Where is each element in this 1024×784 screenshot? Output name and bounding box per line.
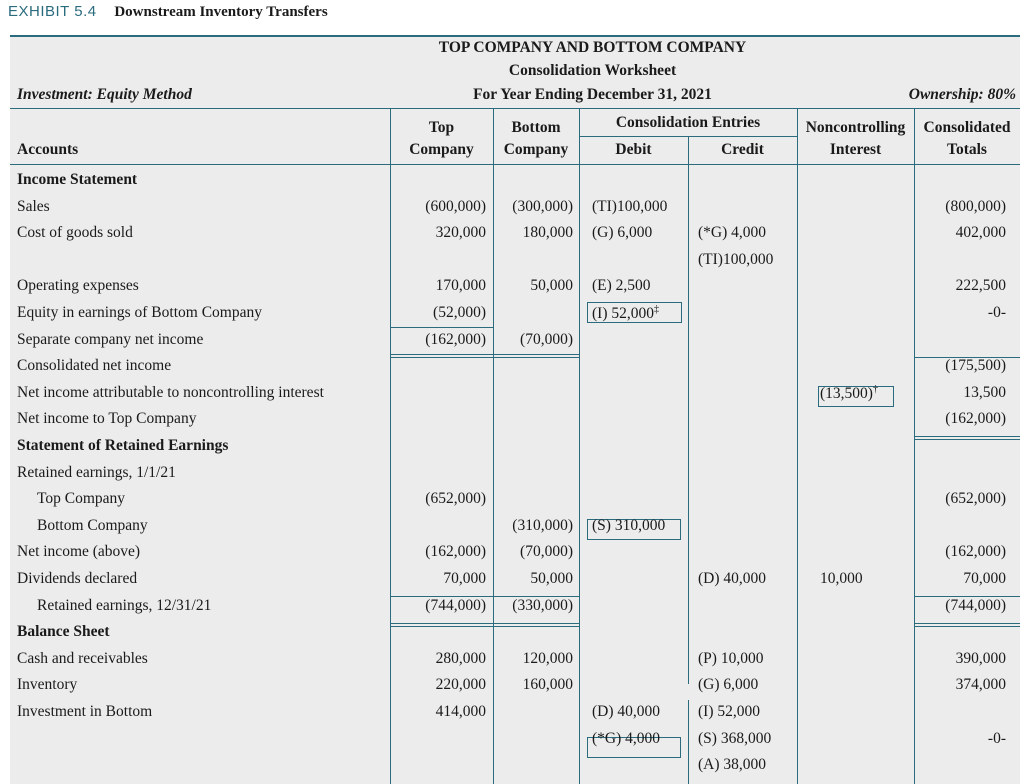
col-header-accounts: Accounts bbox=[17, 141, 79, 158]
account-name: Net income attributable to noncontrolling interest bbox=[17, 384, 324, 401]
bottom-company-value: 50,000 bbox=[530, 277, 573, 294]
subtotal-rule bbox=[390, 327, 493, 328]
col-divider bbox=[688, 700, 689, 784]
account-name: Income Statement bbox=[17, 171, 138, 188]
col-header-consolidation-entries: Consolidation Entries bbox=[615, 114, 761, 131]
credit-entry: (S) 368,000 bbox=[698, 730, 772, 747]
investment-method: Investment: Equity Method bbox=[17, 86, 192, 103]
subtotal-rule bbox=[914, 623, 1020, 624]
credit-entry: (D) 40,000 bbox=[698, 570, 767, 587]
top-company-value: 170,000 bbox=[435, 277, 486, 294]
top-company-value: 220,000 bbox=[435, 676, 486, 693]
worksheet-name: Consolidation Worksheet bbox=[508, 62, 677, 79]
hdr-divider bbox=[390, 108, 391, 164]
debit-entry: (E) 2,500 bbox=[592, 277, 651, 294]
consolidated-total: 374,000 bbox=[955, 676, 1006, 693]
consolidated-total: 402,000 bbox=[955, 224, 1006, 241]
noncontrolling-value: 10,000 bbox=[820, 570, 863, 587]
ownership-label: Ownership: 80% bbox=[908, 86, 1016, 103]
top-company-value: (600,000) bbox=[425, 198, 486, 215]
account-name: Investment in Bottom bbox=[17, 703, 153, 720]
bottom-company-value: (70,000) bbox=[520, 331, 573, 348]
account-name: Net income to Top Company bbox=[17, 410, 197, 427]
consolidated-total: (744,000) bbox=[945, 597, 1006, 614]
consolidated-total: (162,000) bbox=[945, 543, 1006, 560]
consolidated-total: -0- bbox=[987, 304, 1006, 321]
top-company-value: (162,000) bbox=[425, 543, 486, 560]
col-header-credit: Credit bbox=[721, 141, 764, 158]
account-name: Statement of Retained Earnings bbox=[17, 437, 229, 454]
hdr-divider bbox=[579, 108, 580, 164]
account-name: Equity in earnings of Bottom Company bbox=[17, 304, 262, 321]
debit-entry: (D) 40,000 bbox=[592, 703, 661, 720]
credit-entry: (A) 38,000 bbox=[698, 756, 767, 773]
hdr-divider bbox=[797, 108, 798, 164]
consolidated-total: 70,000 bbox=[963, 570, 1006, 587]
col-header-noncontrolling: Noncontrolling bbox=[805, 119, 906, 136]
col-header-consolidated: Consolidated bbox=[923, 119, 1011, 136]
bottom-company-value: 50,000 bbox=[530, 570, 573, 587]
footnote-mark: ‡ bbox=[654, 304, 659, 315]
account-name: Inventory bbox=[17, 676, 78, 693]
subtotal-rule bbox=[914, 439, 1020, 440]
account-name: Cash and receivables bbox=[17, 650, 148, 667]
subtotal-rule bbox=[390, 626, 579, 627]
debit-entry: (TI)100,000 bbox=[592, 198, 668, 215]
consolidated-total: (800,000) bbox=[945, 198, 1006, 215]
subtotal-rule bbox=[390, 354, 579, 355]
top-company-value: 414,000 bbox=[435, 703, 486, 720]
account-name: Operating expenses bbox=[17, 277, 139, 294]
debit-entry: (S) 310,000 bbox=[592, 517, 666, 534]
hdr-divider bbox=[914, 108, 915, 164]
hdr-divider bbox=[493, 108, 494, 164]
top-company-value: 280,000 bbox=[435, 650, 486, 667]
bottom-company-value: (330,000) bbox=[512, 597, 573, 614]
exhibit-header bbox=[8, 3, 328, 21]
account-name: Retained earnings, 12/31/21 bbox=[37, 597, 212, 614]
account-name: Consolidated net income bbox=[17, 357, 172, 374]
top-company-value: (162,000) bbox=[425, 331, 486, 348]
subtotal-rule bbox=[914, 626, 1020, 627]
col-divider bbox=[579, 164, 580, 784]
account-name: Top Company bbox=[37, 490, 126, 507]
bottom-company-value: 160,000 bbox=[522, 676, 573, 693]
col-header-interest: Interest bbox=[829, 141, 882, 158]
top-company-value: (52,000) bbox=[433, 304, 486, 321]
account-name: Cost of goods sold bbox=[17, 224, 133, 241]
account-name: Separate company net income bbox=[17, 331, 204, 348]
bottom-company-value: (300,000) bbox=[512, 198, 573, 215]
credit-entry: (I) 52,000 bbox=[698, 703, 760, 720]
top-company-value: 70,000 bbox=[443, 570, 486, 587]
credit-entry: (TI)100,000 bbox=[698, 251, 774, 268]
credit-entry: (*G) 4,000 bbox=[698, 224, 767, 241]
consolidated-total: 390,000 bbox=[955, 650, 1006, 667]
bottom-company-value: 120,000 bbox=[522, 650, 573, 667]
top-company-value: (744,000) bbox=[425, 597, 486, 614]
consolidated-total: 13,500 bbox=[963, 384, 1006, 401]
col-header-bottom-company: Company bbox=[503, 141, 569, 158]
worksheet-period: For Year Ending December 31, 2021 bbox=[473, 86, 712, 103]
account-name: Bottom Company bbox=[37, 517, 148, 534]
col-header-top-company: Company bbox=[409, 141, 474, 158]
bottom-company-value: (70,000) bbox=[520, 543, 573, 560]
consolidated-total: (175,500) bbox=[945, 357, 1006, 374]
consolidation-worksheet bbox=[10, 35, 1020, 784]
bottom-company-value: (310,000) bbox=[512, 517, 573, 534]
col-header-top: Top bbox=[428, 119, 455, 136]
col-header-debit: Debit bbox=[615, 141, 652, 158]
subtotal-rule bbox=[390, 357, 579, 358]
credit-entry: (G) 6,000 bbox=[698, 676, 759, 693]
company-title: TOP COMPANY AND BOTTOM COMPANY bbox=[438, 39, 747, 56]
subtotal-rule bbox=[914, 436, 1020, 437]
col-header-totals: Totals bbox=[947, 141, 987, 158]
account-name: Sales bbox=[17, 198, 50, 215]
debit-entry: (*G) 4,000 bbox=[592, 730, 661, 747]
consolidated-total: (162,000) bbox=[945, 410, 1006, 427]
debit-entry: (I) 52,000‡ bbox=[592, 304, 659, 323]
col-divider bbox=[797, 164, 798, 784]
hdr-divider bbox=[688, 136, 689, 164]
subtotal-rule bbox=[390, 623, 579, 624]
top-company-value: 320,000 bbox=[435, 224, 486, 241]
account-name: Dividends declared bbox=[17, 570, 138, 587]
footnote-mark: † bbox=[872, 384, 878, 395]
rule-under-title bbox=[10, 108, 1020, 109]
top-company-value: (652,000) bbox=[425, 490, 486, 507]
account-name: Retained earnings, 1/1/21 bbox=[17, 464, 176, 481]
account-name: Net income (above) bbox=[17, 543, 141, 560]
consolidated-total: -0- bbox=[987, 730, 1006, 747]
exhibit-number: EXHIBIT 5.4 bbox=[8, 3, 97, 20]
noncontrolling-value: (13,500)† bbox=[820, 384, 878, 403]
col-divider bbox=[688, 164, 689, 684]
consolidated-total: 222,500 bbox=[955, 277, 1006, 294]
rule-under-headers bbox=[10, 164, 1020, 165]
bottom-company-value: 180,000 bbox=[522, 224, 573, 241]
consolidated-total: (652,000) bbox=[945, 490, 1006, 507]
account-name: Balance Sheet bbox=[17, 623, 110, 640]
col-header-bottom: Bottom bbox=[511, 119, 561, 136]
debit-entry: (G) 6,000 bbox=[592, 224, 653, 241]
exhibit-title: Downstream Inventory Transfers bbox=[114, 4, 328, 20]
credit-entry: (P) 10,000 bbox=[698, 650, 764, 667]
